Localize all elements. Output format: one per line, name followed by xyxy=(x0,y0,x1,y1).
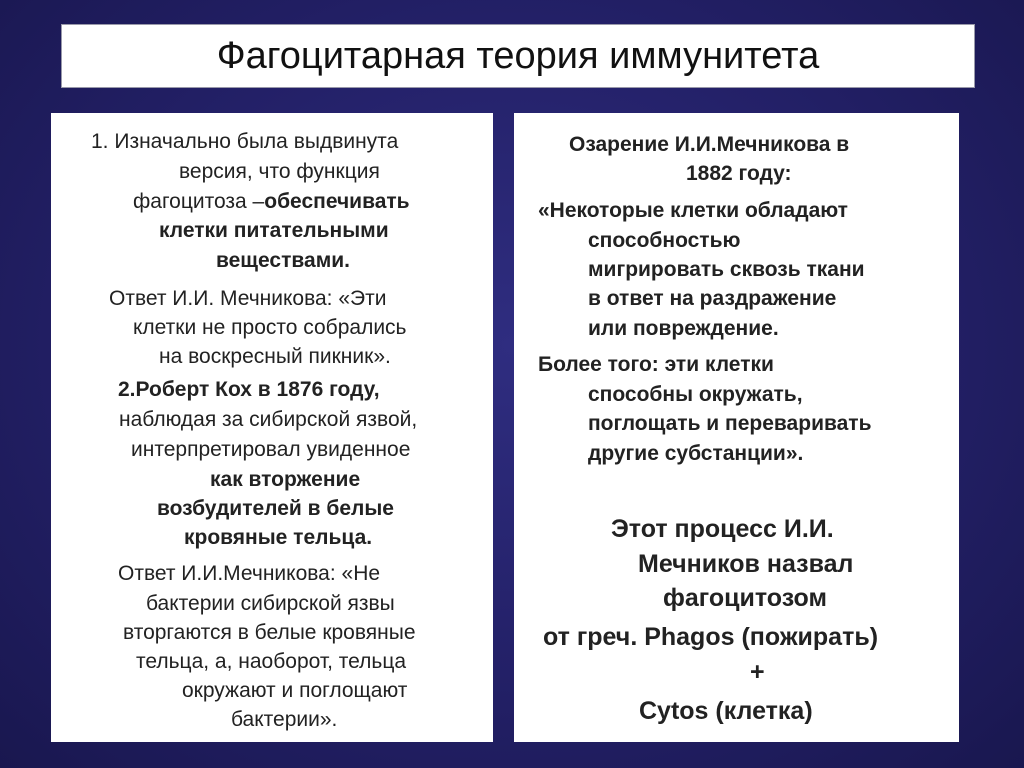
left-line-2: версия, что функция xyxy=(179,160,380,183)
left-line-16: бактерии сибирской язвы xyxy=(146,592,395,615)
left-line-8: на воскресный пикник». xyxy=(159,345,391,368)
left-line-1: 1. Изначально была выдвинута xyxy=(91,130,399,153)
right-panel xyxy=(514,113,959,742)
right-line-6: Более того: эти клетки xyxy=(538,353,774,376)
left-line-17: вторгаются в белые кровяные xyxy=(123,621,416,644)
right-heading-2: 1882 году: xyxy=(686,162,792,185)
process-line-3: фагоцитозом xyxy=(663,584,827,612)
left-line-13: возбудителей в белые xyxy=(157,497,394,520)
left-line-15: Ответ И.И.Мечникова: «Не xyxy=(118,562,381,585)
left-panel xyxy=(51,113,493,742)
left-line-6: Ответ И.И. Мечникова: «Эти xyxy=(109,287,387,310)
right-line-4: в ответ на раздражение xyxy=(588,287,837,310)
right-line-7: способны окружать, xyxy=(588,383,803,406)
right-line-9: другие субстанции». xyxy=(588,442,804,465)
left-line-3 xyxy=(133,187,410,217)
left-line-4: клетки питательными xyxy=(159,219,389,242)
slide-title: Фагоцитарная теория иммунитета xyxy=(216,34,820,77)
left-line-10: наблюдая за сибирской язвой, xyxy=(119,408,418,431)
right-line-3: мигрировать сквозь ткани xyxy=(588,258,865,281)
left-line-9: 2.Роберт Кох в 1876 году, xyxy=(118,378,380,401)
left-line-3b: обеспечивать xyxy=(264,190,410,213)
left-line-5: веществами. xyxy=(216,249,350,272)
left-line-20: бактерии». xyxy=(231,708,338,731)
right-line-1: «Некоторые клетки обладают xyxy=(538,199,848,222)
plus-sign: + xyxy=(750,658,765,686)
title-box xyxy=(61,24,975,88)
left-line-11: интерпретировал увиденное xyxy=(131,438,411,461)
right-heading-1: Озарение И.И.Мечникова в xyxy=(569,133,850,156)
left-line-19: окружают и поглощают xyxy=(182,679,408,702)
left-line-14: кровяные тельца. xyxy=(184,526,373,549)
etymology-line-1: от греч. Phagos (пожирать) xyxy=(543,623,879,651)
left-line-18: тельца, а, наоборот, тельца xyxy=(136,650,407,673)
left-line-7: клетки не просто собрались xyxy=(133,316,407,339)
right-line-8: поглощать и переваривать xyxy=(588,412,872,435)
process-line-1: Этот процесс И.И. xyxy=(611,515,834,543)
right-line-5: или повреждение. xyxy=(588,317,779,340)
etymology-line-2: Cytos (клетка) xyxy=(639,697,813,725)
right-line-2: способностью xyxy=(588,229,741,252)
left-line-12: как вторжение xyxy=(210,468,361,491)
process-line-2: Мечников назвал xyxy=(638,550,854,578)
left-line-3a: фагоцитоза – xyxy=(133,190,265,213)
